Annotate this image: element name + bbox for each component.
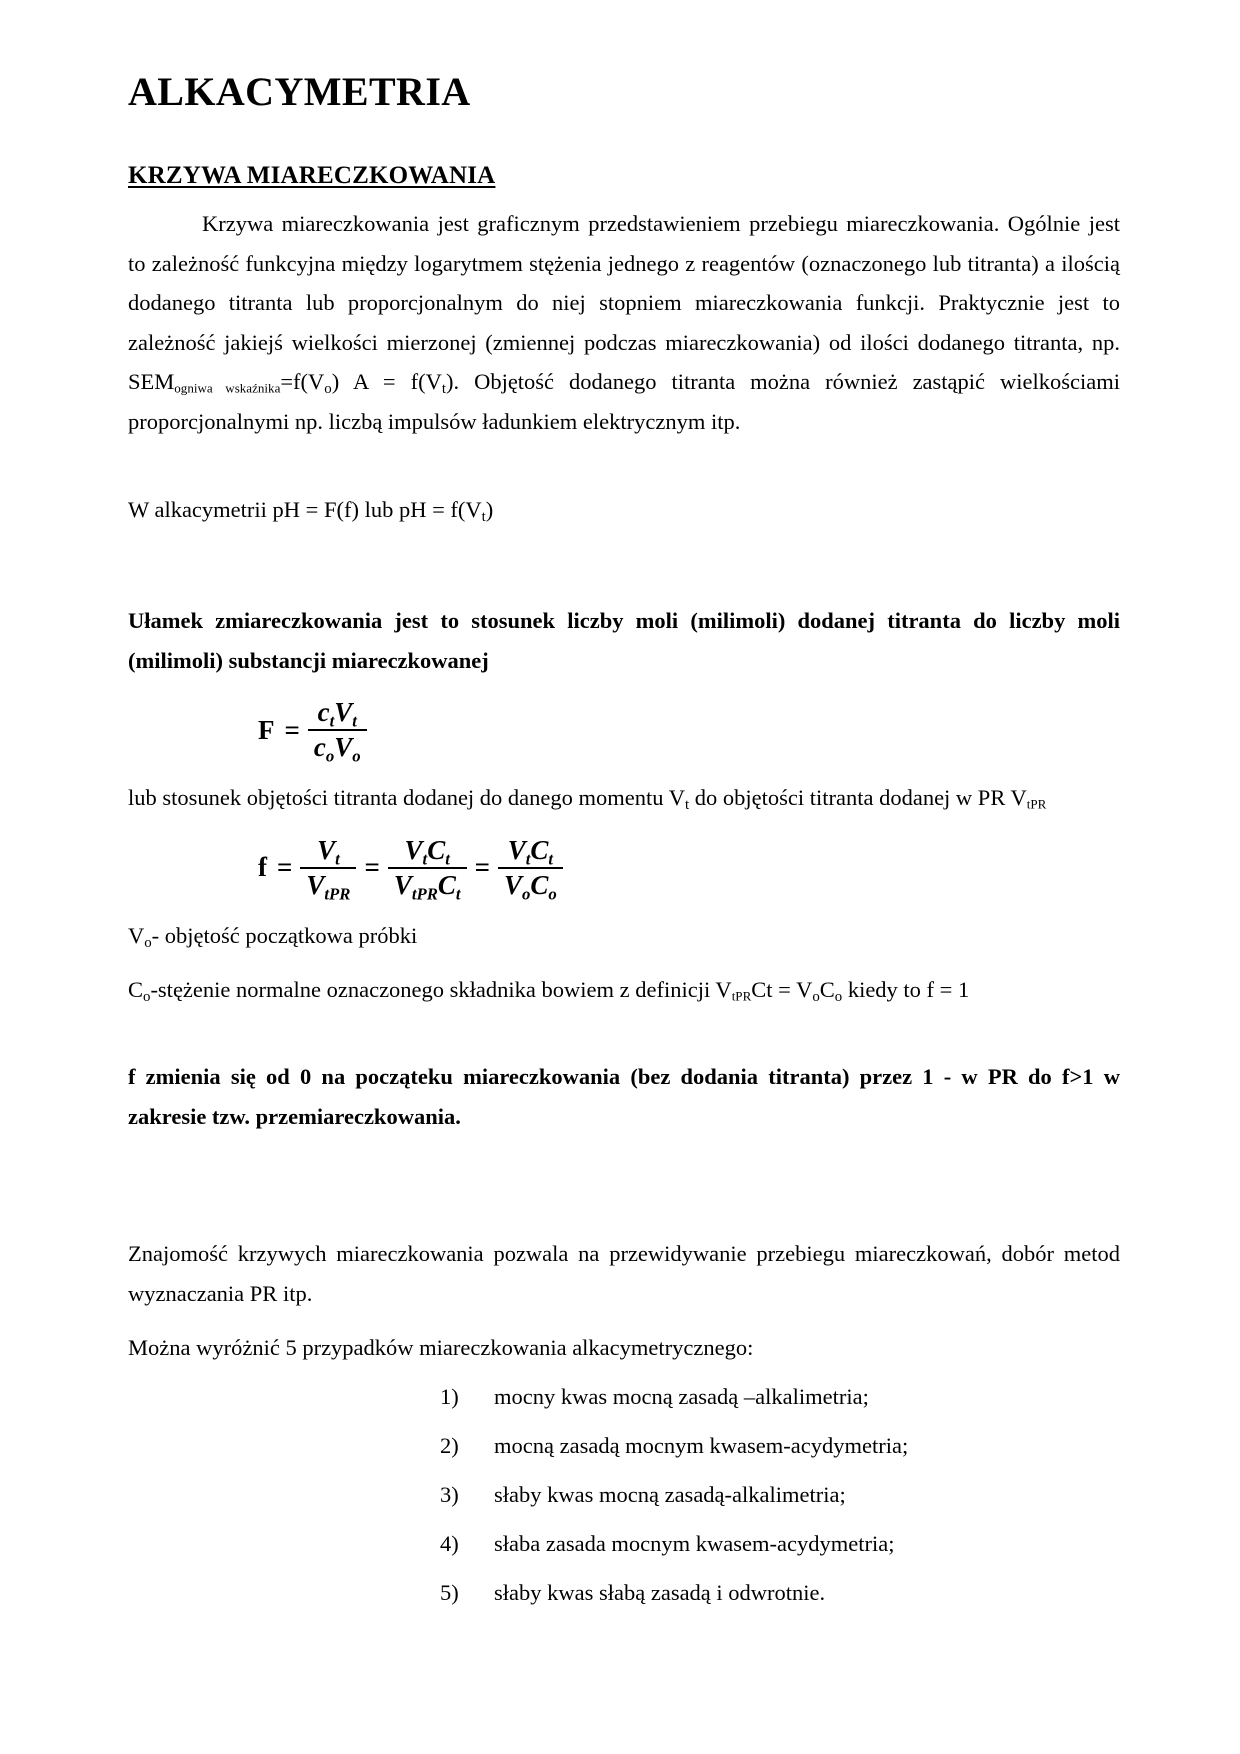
lub-stosunek-subscript-t: t xyxy=(685,797,690,814)
intro-subscript-ogniwa: ogniwa wskaźnika xyxy=(174,380,281,396)
f2-denominator xyxy=(388,869,467,902)
formula-f-fraction-1 xyxy=(300,834,356,902)
den-sub-2: o xyxy=(352,746,361,766)
list-item-marker: 1) xyxy=(440,1384,459,1410)
c0-subscript-3: o xyxy=(834,988,843,1005)
formula-F-equals: = xyxy=(284,714,300,745)
f1-den-sub-1: tPR xyxy=(324,884,351,904)
den-var-2: V xyxy=(334,732,353,763)
f2-den-sub-2: t xyxy=(455,884,461,904)
f1-den-var-1: V xyxy=(306,869,325,900)
formula-f-op-1: = xyxy=(364,852,380,883)
intro-subscript-o: o xyxy=(324,381,332,398)
formula-F xyxy=(258,696,369,764)
list-item-label: mocną zasadą mocnym kwasem-acydymetria; xyxy=(494,1433,909,1459)
formula-F-lead: F xyxy=(258,714,275,745)
num-sub-1: t xyxy=(329,711,335,731)
num-var-1: c xyxy=(317,697,330,728)
f1-denominator xyxy=(300,869,356,902)
alkacymetria-text-b: ) xyxy=(485,496,494,522)
f1-numerator xyxy=(311,834,346,867)
f3-num-sub-2: t xyxy=(548,849,554,869)
section-heading: KRZYWA MIARECZKOWANIA xyxy=(128,162,496,189)
f3-den-sub-2: o xyxy=(548,884,557,904)
alkacymetria-subscript-t: t xyxy=(481,508,486,525)
formula-f-fraction-2 xyxy=(388,834,467,902)
f3-num-var-2: C xyxy=(530,834,549,865)
list-item-label: słaby kwas mocną zasadą-alkalimetria; xyxy=(494,1482,846,1508)
intro-text-part-4: ). Objętość dodanego titranta można również zastąpić wielkościami proporcjonalnymi np. liczbą impulsów ładunkiem elektrycznym itp. xyxy=(128,369,1120,434)
num-var-2: V xyxy=(334,697,353,728)
list-item xyxy=(440,1530,1120,1557)
paragraph-v0-definition xyxy=(128,916,1120,956)
den-sub-1: o xyxy=(325,746,335,766)
f2-num-var-2: C xyxy=(427,834,446,865)
list-item-marker: 2) xyxy=(440,1433,459,1459)
f2-num-sub-2: t xyxy=(445,849,450,869)
f1-num-sub-1: t xyxy=(335,849,340,869)
intro-text-part-1: Krzywa miareczkowania jest graficznym przedstawieniem przebiegu miareczkowania. Ogólnie jest to zależność funkcyjna między logarytmem stężenia jednego z reagentów (oznaczonego lub titranta) a ilością dodanego titranta lub proporcjonalnym do niej stopniem miareczkowania funkcji. Praktycznie jest to zależność jakiejś wielkości mierzonej (zmiennej podczas miareczkowania) od ilości dodanego titranta, np. SEM xyxy=(128,211,1120,395)
formula-f xyxy=(258,834,565,902)
paragraph-lub-stosunek xyxy=(128,778,1120,818)
f2-den-sub-1: tPR xyxy=(411,884,438,904)
c0-symbol: C xyxy=(128,976,144,1002)
f1-num-var-1: V xyxy=(317,834,336,865)
paragraph-ulamek-zmiareczkowania: Ułamek zmiareczkowania jest to stosunek liczby moli (milimoli) dodanej titranta do liczby moli (milimoli) substancji miareczkowanej xyxy=(128,608,1120,673)
v0-symbol: V xyxy=(128,922,145,948)
intro-text-part-2: =f(V xyxy=(280,369,325,395)
num-sub-2: t xyxy=(352,711,357,731)
f3-numerator xyxy=(502,834,559,867)
c0-text-3: C xyxy=(819,976,835,1002)
list-item-marker: 3) xyxy=(440,1482,459,1508)
list-item-label: mocny kwas mocną zasadą –alkalimetria; xyxy=(494,1384,869,1410)
list-item-label: słaby kwas słabą zasadą i odwrotnie. xyxy=(494,1580,826,1606)
formula-f-lead: f xyxy=(258,852,267,883)
formula-f-fraction-3 xyxy=(498,834,563,902)
spacer xyxy=(128,1136,1120,1220)
list-item xyxy=(440,1432,1120,1459)
f3-den-sub-1: o xyxy=(521,884,531,904)
f3-num-sub-1: t xyxy=(525,849,531,869)
lub-stosunek-subscript-tpr: tPR xyxy=(1026,796,1047,812)
list-item xyxy=(440,1383,1120,1410)
den-var-1: c xyxy=(313,732,326,763)
paragraph-mozna-wyroznic: Można wyróżnić 5 przypadków miareczkowania alkacymetrycznego: xyxy=(128,1334,754,1360)
formula-F-numerator xyxy=(312,696,363,729)
formula-F-block xyxy=(128,696,1120,764)
c0-text-2: Ct = V xyxy=(751,976,813,1002)
list-item-label: słaba zasada mocnym kwasem-acydymetria; xyxy=(494,1531,895,1557)
f3-den-var-1: V xyxy=(503,869,522,900)
f2-num-var-1: V xyxy=(404,834,423,865)
titration-cases-list xyxy=(128,1383,1120,1606)
c0-subscript-tpr: tPR xyxy=(731,987,752,1003)
f3-den-var-2: C xyxy=(530,869,549,900)
spacer xyxy=(128,1009,1120,1043)
lub-stosunek-text-b: do objętości titranta dodanej w PR V xyxy=(689,785,1027,811)
spacer xyxy=(128,529,1120,587)
intro-text-part-3: ) A = f(V xyxy=(331,369,442,395)
f2-num-sub-1: t xyxy=(422,849,428,869)
f3-denominator xyxy=(498,869,563,902)
list-item-marker: 5) xyxy=(440,1580,459,1606)
paragraph-znajomosc-krzywych: Znajomość krzywych miareczkowania pozwala na przewidywanie przebiegu miareczkowań, dobór metod wyznaczania PR itp. xyxy=(128,1241,1120,1306)
f2-den-var-2: C xyxy=(437,869,456,900)
v0-text: - objętość początkowa próbki xyxy=(151,922,418,948)
paragraph-alkacymetria-ph xyxy=(128,490,1120,530)
spacer xyxy=(128,442,1120,476)
c0-text-1: -stężenie normalne oznaczonego składnika bowiem z definicji V xyxy=(150,976,732,1002)
formula-F-fraction xyxy=(308,696,367,764)
paragraph-f-zmienia-sie: f zmienia się od 0 na począteku miareczkowania (bez dodania titranta) przez 1 - w PR do f>1 w zakresie tzw. przemiareczkowania. xyxy=(128,1064,1120,1129)
lub-stosunek-text-a: lub stosunek objętości titranta dodanej do danego momentu V xyxy=(128,785,685,811)
formula-F-denominator xyxy=(308,731,367,764)
v0-subscript: o xyxy=(144,934,152,951)
c0-subscript-2: o xyxy=(812,988,820,1005)
list-item xyxy=(440,1579,1120,1606)
list-item xyxy=(440,1481,1120,1508)
formula-f-equals: = xyxy=(277,852,293,883)
f2-numerator xyxy=(399,834,456,867)
alkacymetria-text-a: W alkacymetrii pH = F(f) lub pH = f(V xyxy=(128,496,482,522)
f3-num-var-1: V xyxy=(507,834,526,865)
paragraph-c0-definition xyxy=(128,970,1120,1010)
list-item-marker: 4) xyxy=(440,1531,459,1557)
f2-den-var-1: V xyxy=(393,869,412,900)
intro-subscript-t: t xyxy=(441,381,446,398)
formula-f-op-2: = xyxy=(474,852,490,883)
paragraph-intro xyxy=(128,204,1120,442)
c0-text-4: kiedy to f = 1 xyxy=(842,976,970,1002)
c0-subscript-1: o xyxy=(143,988,151,1005)
page-title: ALKACYMETRIA xyxy=(128,69,471,114)
formula-f-block xyxy=(128,834,1120,902)
